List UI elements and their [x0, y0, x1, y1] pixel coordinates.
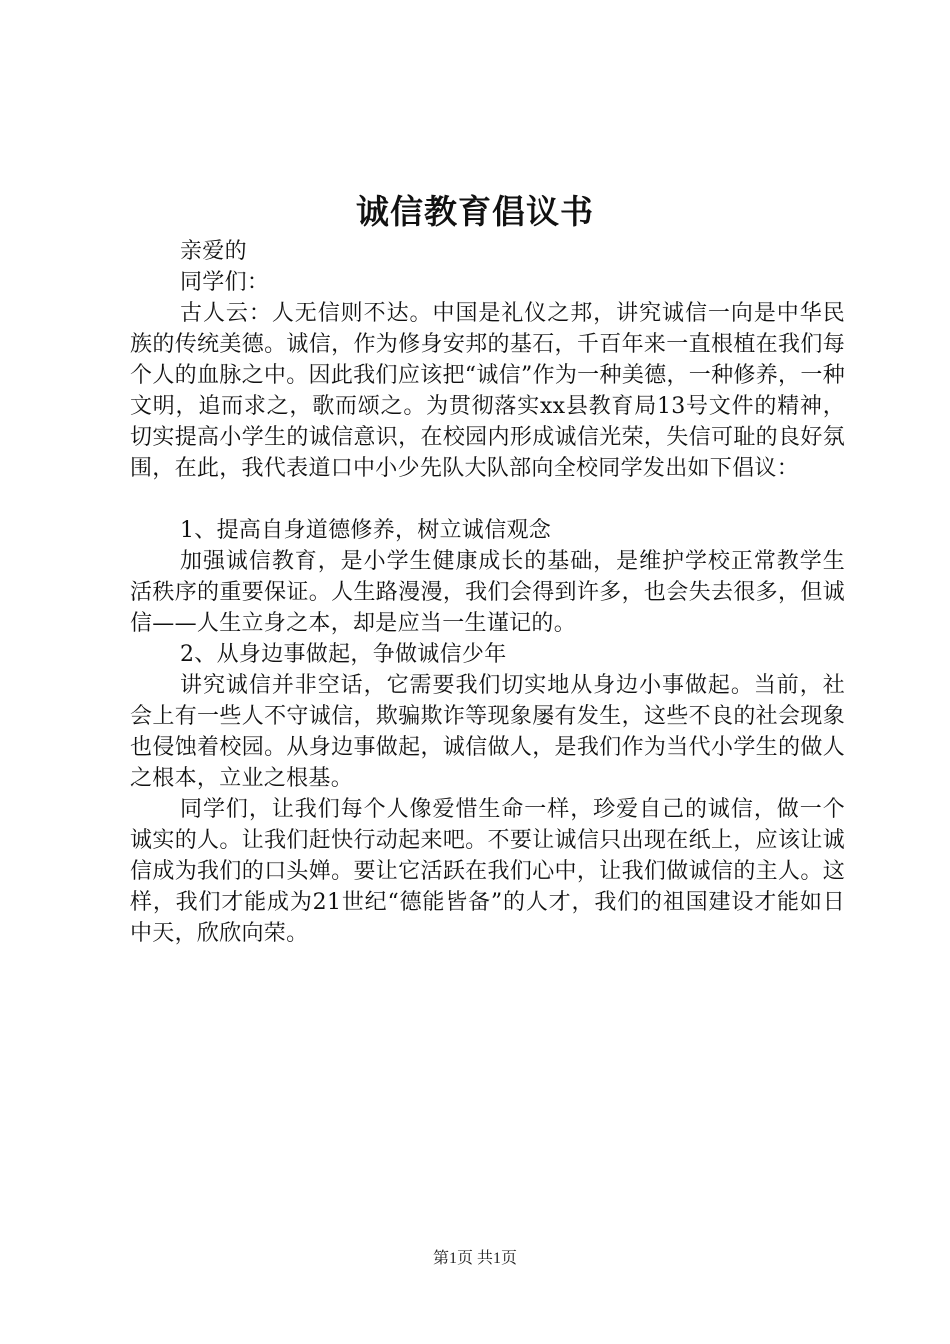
salutation-line-1: 亲爱的 — [180, 239, 247, 264]
section-heading-2: 2、从身边事做起，争做诚信少年 — [180, 642, 507, 667]
closing-paragraph: 同学们，让我们每个人像爱惜生命一样，珍爱自己的诚信，做一个诚实的人。让我们赶快行动起来吧。不要让诚信只出现在纸上，应该让诚信成为我们的口头婵。要让它活跃在我们心中，让我们做诚信的主人。这样，我们才能成为21世纪“德能皆备”的人才，我们的祖国建设才能如日中天，欣欣向荣。 — [130, 797, 845, 946]
section-paragraph-1: 加强诚信教育，是小学生健康成长的基础，是维护学校正常教学生活秩序的重要保证。人生路漫漫，我们会得到许多，也会失去很多，但诚信——人生立身之本，却是应当一生谨记的。 — [130, 549, 845, 636]
section-heading-1: 1、提高自身道德修养，树立诚信观念 — [180, 518, 552, 543]
document-title: 诚信教育倡议书 — [356, 192, 594, 231]
intro-paragraph: 古人云：人无信则不达。中国是礼仪之邦，讲究诚信一向是中华民族的传统美德。诚信，作为修身安邦的基石，千百年来一直根植在我们每个人的血脉之中。因此我们应该把“诚信”作为一种美德，一种修养，一种文明，追而求之，歌而颂之。为贯彻落实xx县教育局13号文件的精神，切实提高小学生的诚信意识，在校园内形成诚信光荣，失信可耻的良好氛围，在此，我代表道口中小少先队大队部向全校同学发出如下倡议： — [130, 301, 845, 481]
page-number-footer: 第1页 共1页 — [432, 1250, 517, 1267]
paragraph-gap — [130, 484, 845, 515]
section-paragraph-2: 讲究诚信并非空话，它需要我们切实地从身边小事做起。当前，社会上有一些人不守诚信，欺骗欺诈等现象屡有发生，这些不良的社会现象也侵蚀着校园。从身边事做起，诚信做人，是我们作为当代小学生的做人之根本，立业之根基。 — [130, 673, 845, 791]
salutation-line-2: 同学们： — [180, 270, 270, 295]
document-body — [130, 236, 845, 949]
